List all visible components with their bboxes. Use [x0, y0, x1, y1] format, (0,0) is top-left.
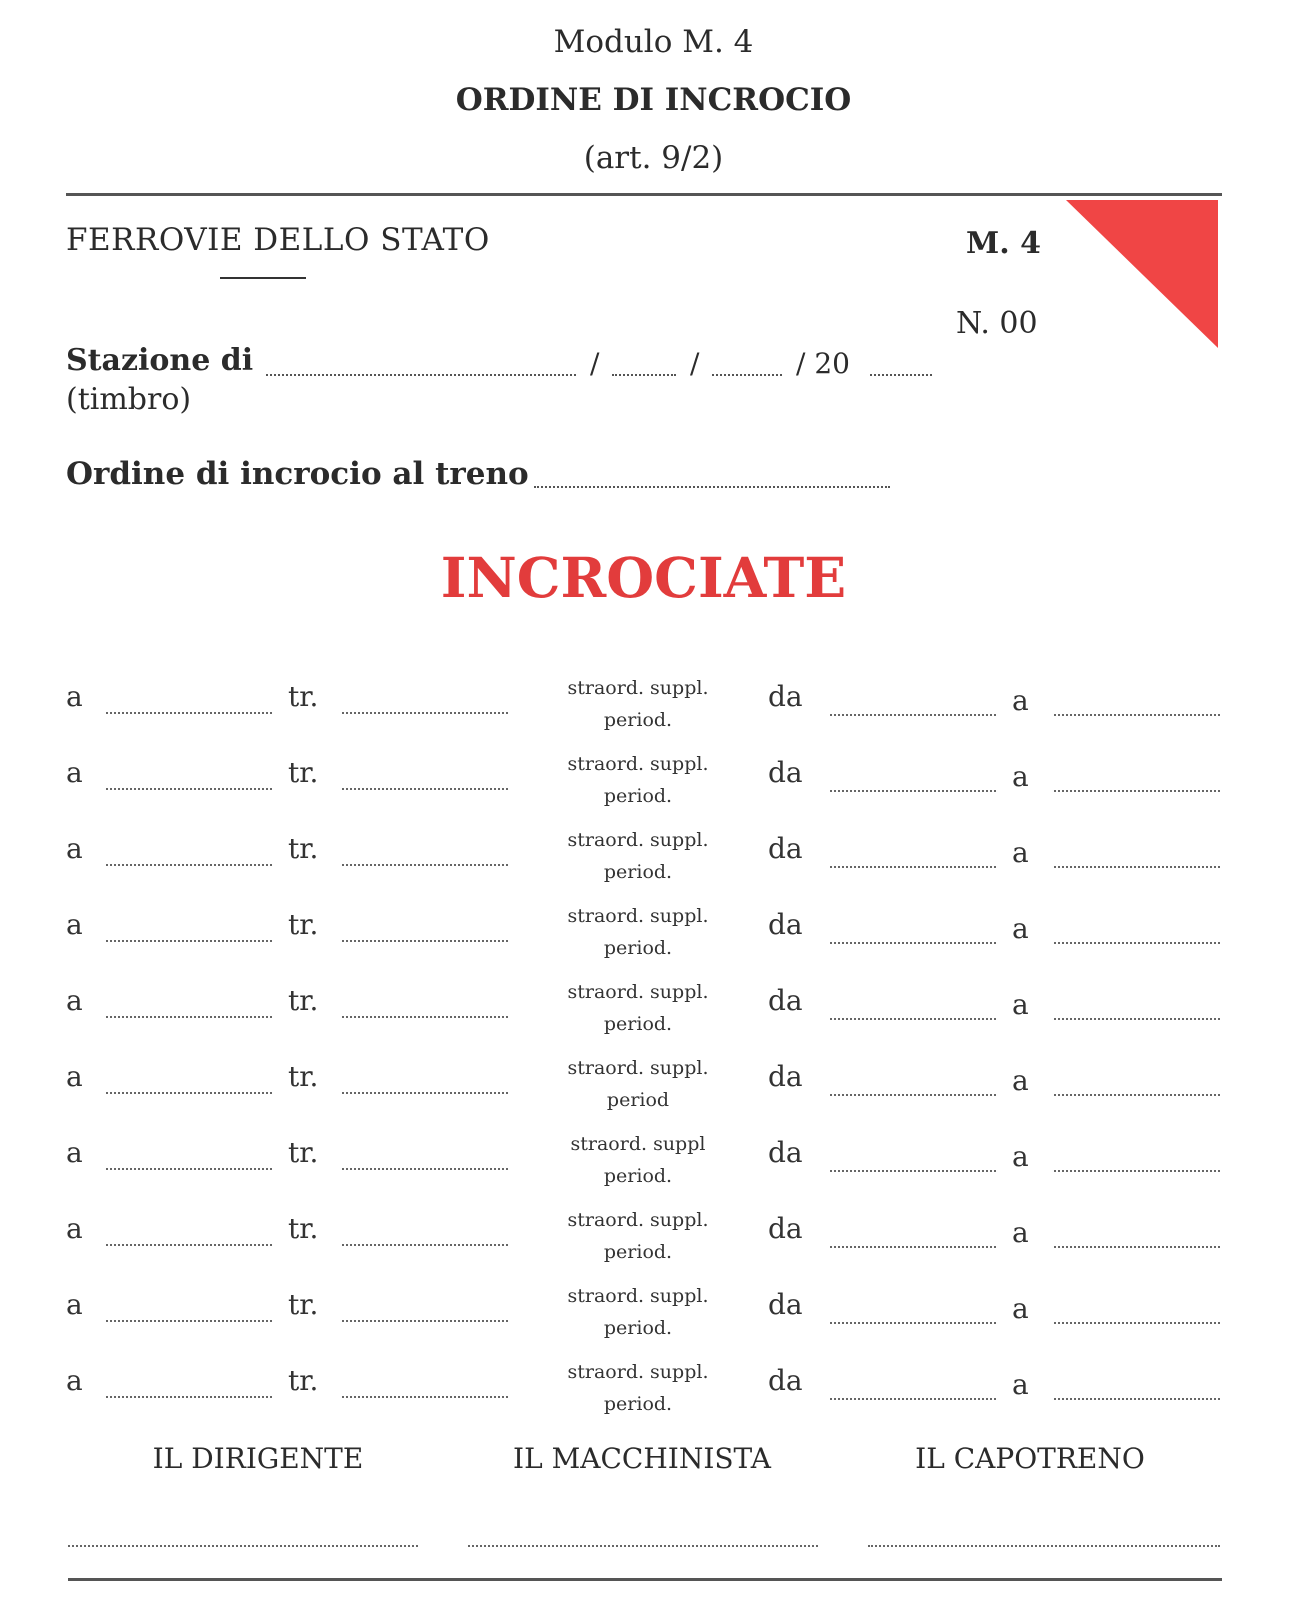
- row-from-label: da: [768, 1060, 803, 1093]
- row-train-type: straord. suppl. period: [567, 1057, 709, 1111]
- row-from-label: da: [768, 1288, 803, 1321]
- form-article: (art. 9/2): [583, 140, 724, 176]
- row-station-label: a: [66, 908, 83, 941]
- row-from-field[interactable]: [830, 942, 996, 944]
- form-number: N. 00: [956, 306, 1038, 341]
- row-to-label: a: [1012, 988, 1029, 1021]
- row-from-field[interactable]: [830, 1322, 996, 1324]
- crossing-row: [0, 676, 1307, 750]
- row-to-field[interactable]: [1054, 1246, 1220, 1248]
- date-year-field[interactable]: [870, 374, 932, 376]
- row-from-field[interactable]: [830, 714, 996, 716]
- row-from-label: da: [768, 832, 803, 865]
- incrociate-stamp: INCROCIATE: [440, 545, 847, 610]
- row-from-field[interactable]: [830, 866, 996, 868]
- row-station-label: a: [66, 680, 83, 713]
- signature-label-macchinista: IL MACCHINISTA: [513, 1442, 771, 1475]
- row-from-label: da: [768, 1364, 803, 1397]
- row-train-label: tr.: [288, 680, 319, 713]
- signature-field-capotreno[interactable]: [868, 1545, 1220, 1547]
- signature-label-capotreno: IL CAPOTRENO: [915, 1442, 1145, 1475]
- date-day-field[interactable]: [612, 374, 676, 376]
- row-from-label: da: [768, 1212, 803, 1245]
- date-separator-2: /: [690, 347, 700, 380]
- row-train-field[interactable]: [342, 1092, 508, 1094]
- row-from-field[interactable]: [830, 1246, 996, 1248]
- row-from-label: da: [768, 1136, 803, 1169]
- row-to-field[interactable]: [1054, 714, 1220, 716]
- row-train-label: tr.: [288, 1212, 319, 1245]
- row-to-label: a: [1012, 760, 1029, 793]
- row-train-label: tr.: [288, 984, 319, 1017]
- row-from-field[interactable]: [830, 790, 996, 792]
- form-title: ORDINE DI INCROCIO: [455, 82, 852, 118]
- row-train-label: tr.: [288, 756, 319, 789]
- row-train-label: tr.: [288, 1136, 319, 1169]
- row-train-type: straord. suppl. period.: [567, 981, 709, 1035]
- form-label: Modulo M. 4: [553, 24, 754, 60]
- row-station-label: a: [66, 832, 83, 865]
- crossing-row: [0, 980, 1307, 1054]
- row-to-field[interactable]: [1054, 942, 1220, 944]
- row-station-field[interactable]: [106, 1016, 272, 1018]
- signature-field-dirigente[interactable]: [68, 1545, 418, 1547]
- row-station-field[interactable]: [106, 1092, 272, 1094]
- row-train-type: straord. suppl. period.: [567, 829, 709, 883]
- row-train-field[interactable]: [342, 788, 508, 790]
- row-station-label: a: [66, 1212, 83, 1245]
- row-train-type: straord. suppl period.: [570, 1133, 706, 1187]
- crossing-row: [0, 1056, 1307, 1130]
- row-to-field[interactable]: [1054, 790, 1220, 792]
- date-month-field[interactable]: [712, 374, 782, 376]
- row-from-field[interactable]: [830, 1094, 996, 1096]
- crossing-row: [0, 1360, 1307, 1434]
- issuer-name: FERROVIE DELLO STATO: [66, 222, 490, 258]
- form-code: M. 4: [966, 226, 1041, 261]
- top-rule: [66, 193, 1222, 196]
- order-label: Ordine di incrocio al treno: [66, 456, 529, 492]
- row-station-field[interactable]: [106, 1244, 272, 1246]
- crossing-row: [0, 904, 1307, 978]
- row-station-field[interactable]: [106, 1168, 272, 1170]
- date-separator-1: /: [590, 347, 600, 380]
- date-year-prefix: / 20: [796, 347, 850, 380]
- crossing-row: [0, 752, 1307, 826]
- crossing-row: [0, 828, 1307, 902]
- row-train-label: tr.: [288, 1060, 319, 1093]
- row-to-label: a: [1012, 1216, 1029, 1249]
- row-to-label: a: [1012, 1292, 1029, 1325]
- row-train-field[interactable]: [342, 712, 508, 714]
- row-station-field[interactable]: [106, 788, 272, 790]
- row-train-field[interactable]: [342, 1396, 508, 1398]
- row-train-label: tr.: [288, 832, 319, 865]
- row-train-type: straord. suppl. period.: [567, 677, 709, 731]
- row-to-label: a: [1012, 912, 1029, 945]
- row-station-field[interactable]: [106, 1320, 272, 1322]
- row-station-field[interactable]: [106, 712, 272, 714]
- crossing-row: [0, 1284, 1307, 1358]
- row-from-field[interactable]: [830, 1018, 996, 1020]
- row-train-label: tr.: [288, 1364, 319, 1397]
- row-station-label: a: [66, 984, 83, 1017]
- bottom-rule: [68, 1578, 1222, 1581]
- row-station-field[interactable]: [106, 1396, 272, 1398]
- row-from-label: da: [768, 984, 803, 1017]
- station-name-field[interactable]: [266, 374, 576, 376]
- row-from-label: da: [768, 680, 803, 713]
- station-label: Stazione di: [66, 343, 254, 378]
- row-train-field[interactable]: [342, 1320, 508, 1322]
- row-station-label: a: [66, 1364, 83, 1397]
- row-train-type: straord. suppl. period.: [567, 1285, 709, 1339]
- row-train-type: straord. suppl. period.: [567, 905, 709, 959]
- row-to-label: a: [1012, 684, 1029, 717]
- row-from-label: da: [768, 756, 803, 789]
- row-train-type: straord. suppl. period.: [567, 1361, 709, 1415]
- row-station-label: a: [66, 1288, 83, 1321]
- row-to-field[interactable]: [1054, 1018, 1220, 1020]
- row-station-label: a: [66, 756, 83, 789]
- row-from-field[interactable]: [830, 1398, 996, 1400]
- row-train-field[interactable]: [342, 1168, 508, 1170]
- row-train-label: tr.: [288, 1288, 319, 1321]
- row-station-field[interactable]: [106, 864, 272, 866]
- row-to-field[interactable]: [1054, 1094, 1220, 1096]
- row-station-label: a: [66, 1136, 83, 1169]
- row-to-field[interactable]: [1054, 1322, 1220, 1324]
- row-to-label: a: [1012, 836, 1029, 869]
- row-train-field[interactable]: [342, 1016, 508, 1018]
- row-to-field[interactable]: [1054, 1170, 1220, 1172]
- crossing-row: [0, 1208, 1307, 1282]
- stamp-note: (timbro): [66, 382, 192, 417]
- row-to-field[interactable]: [1054, 866, 1220, 868]
- row-station-field[interactable]: [106, 940, 272, 942]
- row-to-field[interactable]: [1054, 1398, 1220, 1400]
- crossing-row: [0, 1132, 1307, 1206]
- row-station-label: a: [66, 1060, 83, 1093]
- row-train-label: tr.: [288, 908, 319, 941]
- row-to-label: a: [1012, 1064, 1029, 1097]
- issuer-underline: [220, 277, 306, 279]
- red-corner-triangle: [1066, 200, 1218, 348]
- train-number-field[interactable]: [534, 486, 890, 488]
- row-to-label: a: [1012, 1140, 1029, 1173]
- row-train-field[interactable]: [342, 1244, 508, 1246]
- row-from-label: da: [768, 908, 803, 941]
- row-train-type: straord. suppl. period.: [567, 753, 709, 807]
- row-train-field[interactable]: [342, 864, 508, 866]
- row-to-label: a: [1012, 1368, 1029, 1401]
- row-from-field[interactable]: [830, 1170, 996, 1172]
- signature-field-macchinista[interactable]: [468, 1545, 818, 1547]
- row-train-type: straord. suppl. period.: [567, 1209, 709, 1263]
- row-train-field[interactable]: [342, 940, 508, 942]
- signature-label-dirigente: IL DIRIGENTE: [152, 1442, 364, 1475]
